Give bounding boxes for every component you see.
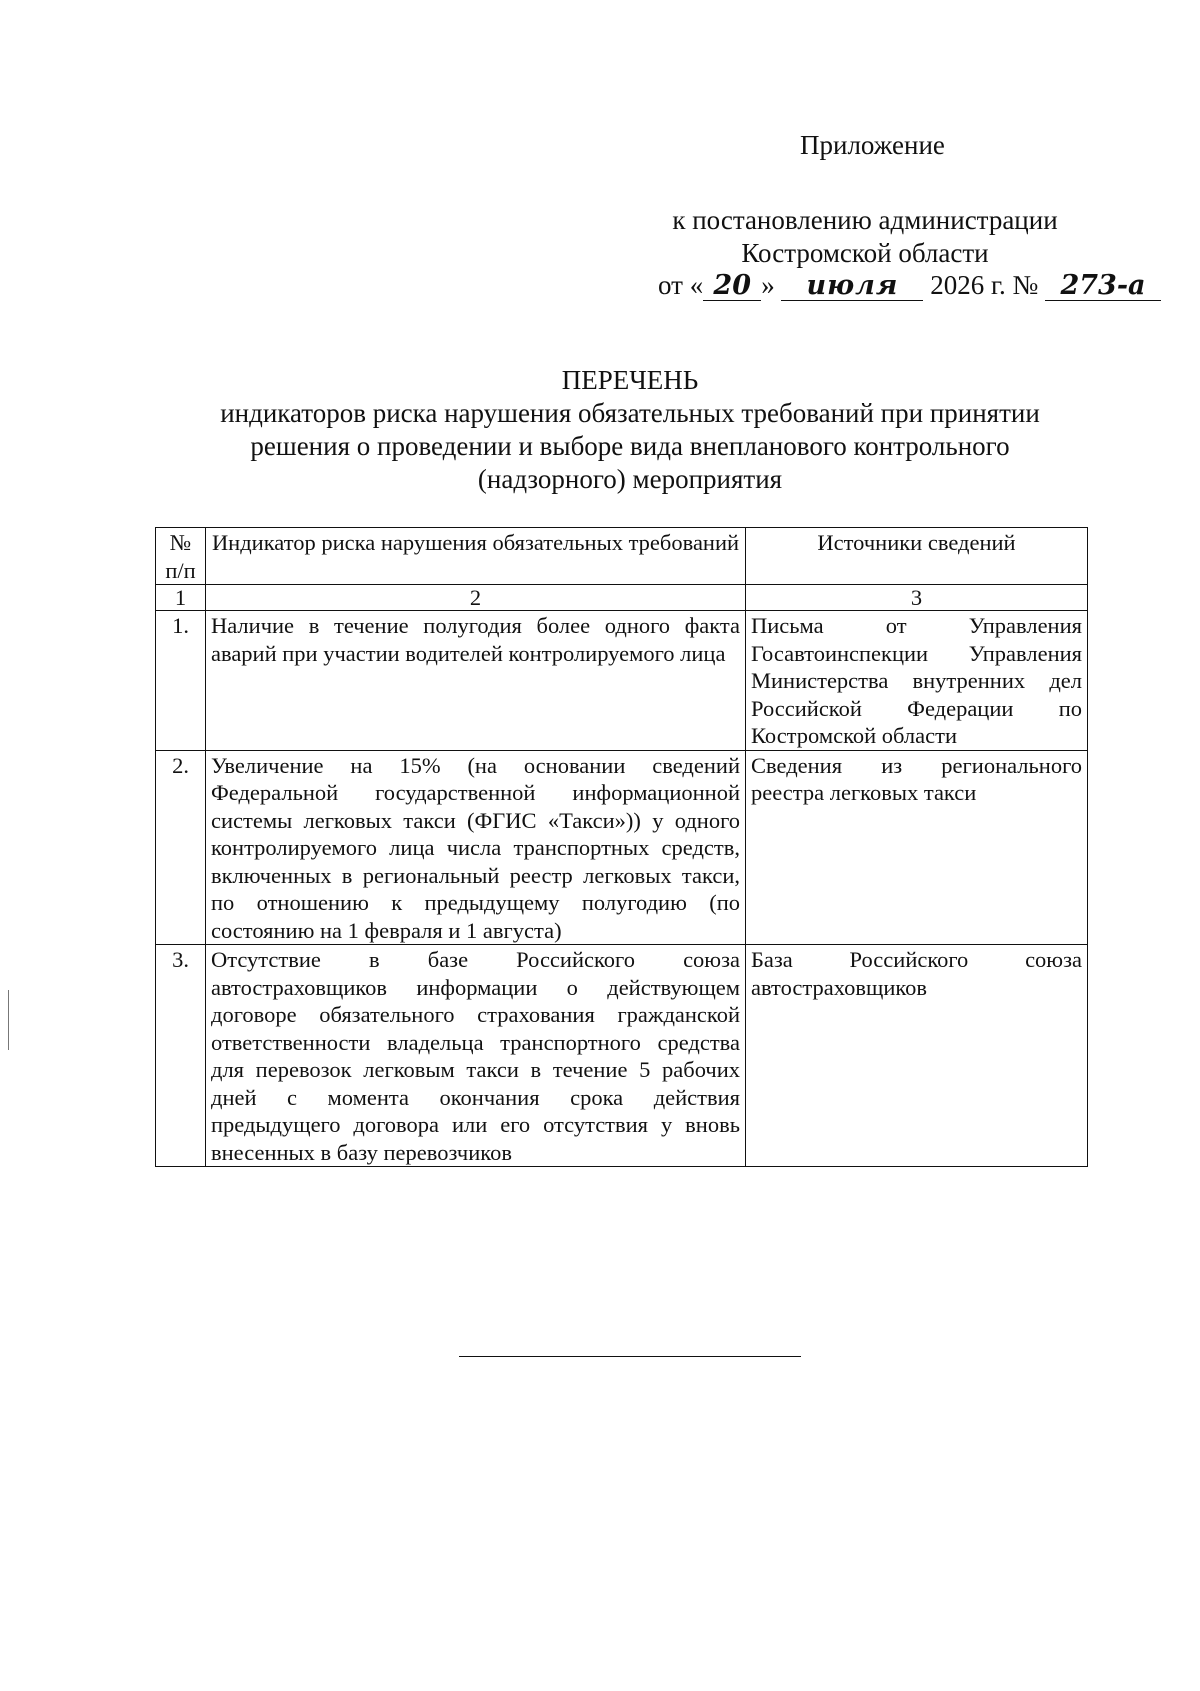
handwritten-month: июля [781, 272, 923, 301]
row-indicator: Наличие в течение полугодия более одного факта аварий при участии водителей контролируемого лица [206, 611, 746, 751]
date-prefix: от « [658, 270, 704, 300]
row-number: 1. [156, 611, 206, 751]
row-source: База Российского союза автостраховщиков [746, 945, 1088, 1167]
row-number: 2. [156, 750, 206, 945]
index-cell: 1 [156, 585, 206, 611]
scan-margin-mark [8, 990, 9, 1050]
date-close-quote: » [761, 270, 775, 300]
row-indicator: Отсутствие в базе Российского союза автостраховщиков информации о действующем договоре обязательного страхования гражданской ответственности владельца транспортного средства для перевозок легковым такси в течение 5 рабочих дней с момента окончания срока действия предыдущего договора или его отсутствия у вновь внесенных в базу перевозчиков [206, 945, 746, 1167]
table-row [156, 750, 1088, 945]
table-index-row [156, 585, 1088, 611]
document-title [140, 364, 1120, 496]
row-source: Сведения из регионального реестра легковых такси [746, 750, 1088, 945]
handwritten-day: 20 [703, 272, 761, 301]
table-header-row [156, 528, 1088, 585]
index-cell: 2 [206, 585, 746, 611]
header-num: № п/п [156, 528, 206, 585]
resolution-reference [640, 204, 1090, 270]
header-indicator: Индикатор риска нарушения обязательных требований [206, 528, 746, 585]
subtitle-line-2: решения о проведении и выборе вида внепланового контрольного [250, 431, 1010, 461]
index-cell: 3 [746, 585, 1088, 611]
indicators-table [155, 527, 1088, 1167]
title-main: ПЕРЕЧЕНЬ [561, 365, 699, 395]
handwritten-number: 273-а [1045, 272, 1161, 301]
table-row [156, 945, 1088, 1167]
date-line [658, 268, 1161, 302]
row-indicator: Увеличение на 15% (на основании сведений Федеральной государственной информационной системы легковых такси (ФГИС «Такси»)) у одного контролируемого лица числа транспортных средств, включенных в региональный реестр легковых такси, по отношению к предыдущему полугодию (по состоянию на 1 февраля и 1 августа) [206, 750, 746, 945]
table-row [156, 611, 1088, 751]
resolution-line-1: к постановлению администрации [672, 205, 1058, 235]
end-divider [459, 1356, 801, 1357]
resolution-line-2: Костромской области [741, 238, 989, 268]
header-source: Источники сведений [746, 528, 1088, 585]
row-source: Письма от Управления Госавтоинспекции Управления Министерства внутренних дел Российской Федерации по Костромской области [746, 611, 1088, 751]
subtitle-line-1: индикаторов риска нарушения обязательных требований при принятии [220, 398, 1040, 428]
date-year: 2026 г. № [930, 270, 1039, 300]
appendix-label: Приложение [800, 130, 945, 160]
subtitle-line-3: (надзорного) мероприятия [477, 464, 783, 494]
row-number: 3. [156, 945, 206, 1167]
